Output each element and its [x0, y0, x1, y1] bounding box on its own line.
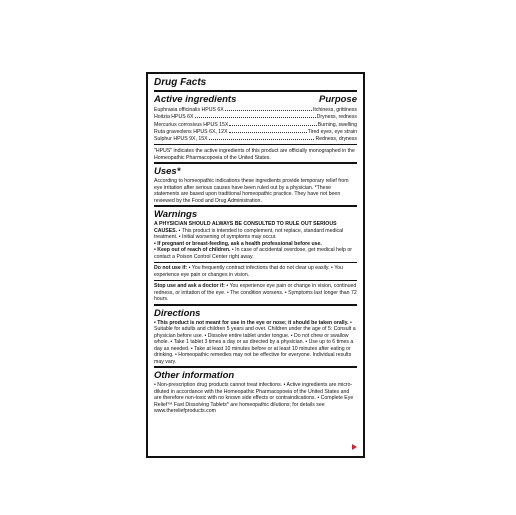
directions-heading: Directions [154, 307, 201, 319]
other-information-text: • Non-prescription drug products cannot treat infections. • Active ingredients are micro-diluted in accordance with the Homeopathic Pharmacopoeia of the United States and are therefore non-toxic with no known side effects or contraindications. • Complete Eye Relief™ Fast Dissolving Tablets* are homeopathic dilutions; for details see www.thereliefproducts.com [154, 382, 354, 415]
active-ingredients-section [154, 94, 357, 161]
divider [154, 262, 357, 263]
divider [154, 304, 357, 306]
directions-text: • Suitable for adults and children 5 years and over. Children under the age of 5: Consult a physician before use. • Dissolve entire tablet under tongue. • Do not chew or swallow whole. • Take 1 tablet 3 times a day or as directed by a physician. • Use up to 6 times a day as needed. • Take at least 10 minutes before or at least 10 minutes after eating or drinking. • Homeopathic remedies may not be effective for everyone. Individual results may vary. [154, 319, 356, 365]
drug-facts-panel [146, 72, 365, 458]
divider [154, 280, 357, 281]
keep-out-warning: • Keep out of reach of children. [154, 247, 231, 254]
uses-section [154, 166, 357, 204]
ingredient-row: Ruta graveolens HPUS 6X, 12X Tired eyes, eye strain [154, 128, 357, 135]
pregnant-warning: • If pregnant or breast-feeding, ask a health professional before use. [154, 240, 322, 247]
red-triangle-arrow-icon [352, 444, 357, 450]
divider [154, 162, 357, 164]
directions-bold: • This product is not meant for use in the eye or nose; it should be taken orally. [154, 319, 349, 326]
ingredient-row: Sulphur HPUS 9X, 15X Redness, dryness [154, 136, 357, 143]
do-not-use-label: Do not use if: [154, 265, 188, 272]
directions-section [154, 308, 357, 366]
panel-title: Drug Facts [154, 77, 207, 88]
warnings-section: Warnings A PHYSICIAN SHOULD ALWAYS BE CONSULTED TO RULE OUT SERIOUS CAUSES. • This product is intended to complement, not replace, standard medical treatment. • Initial worsening of symptoms may occur. • If pregnant or breast-feeding, ask a health professional before use. • Keep out of reach of children. • In case of accidental overdose, get medical help or contact a Poison Control Center right away. Do not use if: • You frequently contract infections that do not clear up easily. • You experience eye pain or changes in vision. Stop use and ask a doctor if: • You experience eye pain or change in vision, continued redness, or irritation of the eye. • The condition worsens. • Symptoms last longer than 72 hours. [154, 209, 357, 303]
stop-use-label: Stop use and ask a doctor if: [154, 283, 225, 290]
uses-text: According to homeopathic indications these ingredients provide temporary relief from eye irritation after serious causes have been ruled out by a physician. *These statements are based upon traditional homeopathic practice. They have not been reviewed by the Food and Drug Administration. [154, 178, 349, 204]
active-ingredients-heading: Active ingredients [154, 94, 237, 105]
ingredient-row: Mercurius corrosivus HPUS 15X Burning, swelling [154, 121, 357, 128]
other-information-section [154, 370, 357, 415]
divider [154, 144, 357, 145]
divider [154, 90, 357, 92]
ingredient-row: Hoitzia HPUS 6X Dryness, redness [154, 114, 357, 121]
warnings-heading: Warnings [154, 209, 198, 221]
uses-heading: Uses* [154, 166, 181, 178]
warning-lead: A PHYSICIAN SHOULD ALWAYS BE CONSULTED TO RULE OUT SERIOUS CAUSES. [154, 221, 337, 234]
divider [154, 366, 357, 368]
purpose-heading: Purpose [318, 94, 357, 105]
divider [154, 205, 357, 207]
ingredient-row: Euphrasia officinalis HPUS 6X Itchiness, grittiness [154, 107, 357, 113]
hpus-note: "HPUS" indicates the active ingredients of this product are officially monographed in the Homeopathic Pharmacopoeia of the United States. [154, 148, 355, 161]
other-information-heading: Other information [154, 370, 235, 382]
